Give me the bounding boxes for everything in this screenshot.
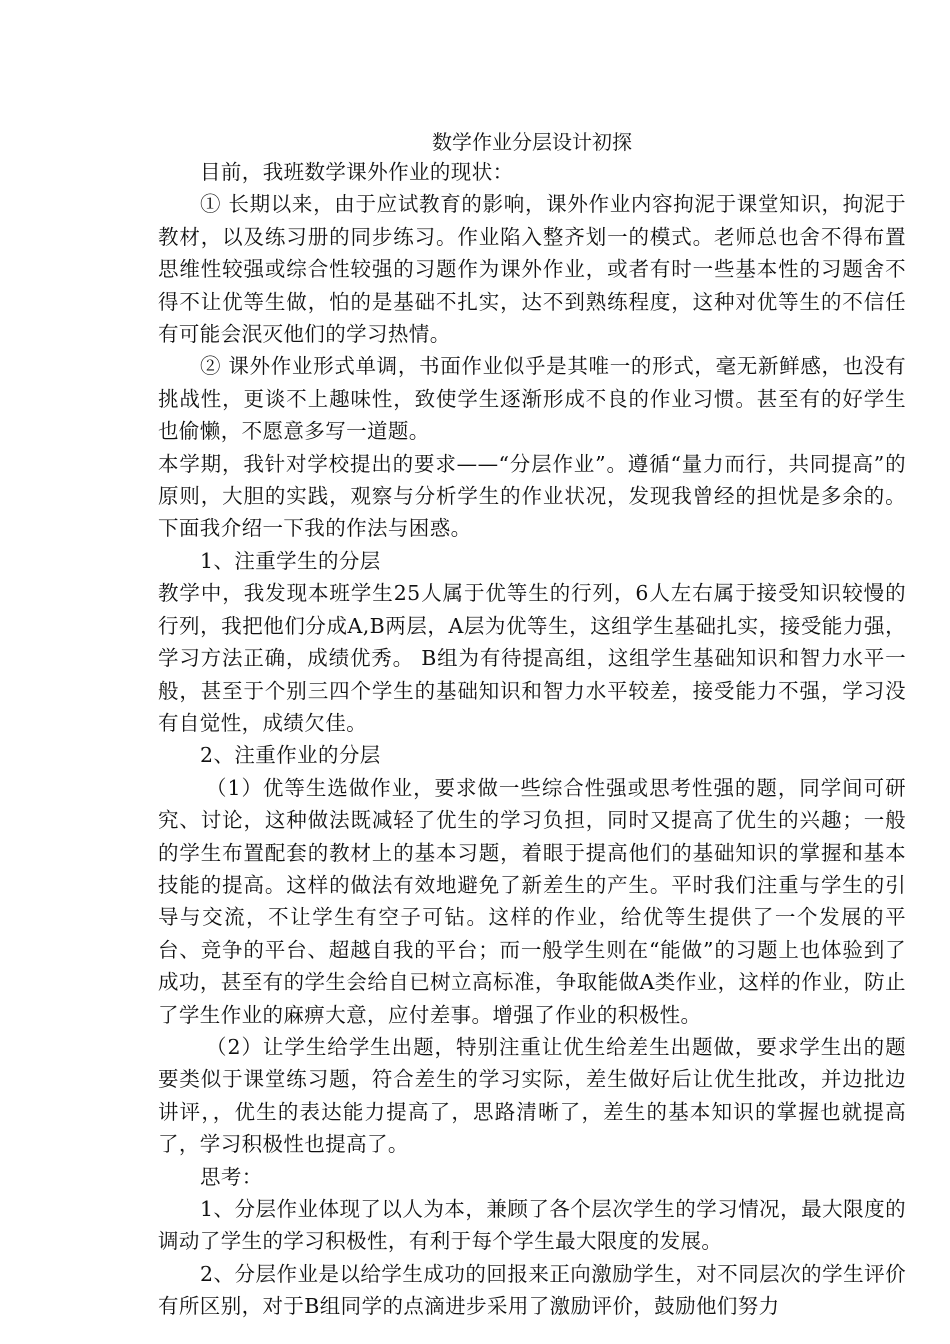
section-heading-3: 思考： bbox=[200, 1164, 263, 1189]
paragraph-5: 教学中，我发现本班学生25人属于优等生的行列，6人左右属于接受知识较慢的行列，我把他们分成A,B两层，A层为优等生，这组学生基础扎实，接受能力强，学习方法正确，成绩优秀。 B组为有待提高组，这组学生基础知识和智力水平一般，甚至于个别三四个学生的基础知识和智力水平较差，接受能力不强，学习没有自觉性，成绩欠佳。 bbox=[158, 581, 906, 735]
paragraph-6: （1）优等生选做作业，要求做一些综合性强或思考性强的题，同学间可研究、讨论，这种做法既减轻了优生的学习负担，同时又提高了优生的兴趣；一般的学生布置配套的教材上的基本习题，着眼于提高他们的基础知识的掌握和基本技能的提高。这样的做法有效地避免了新差生的产生。平时我们注重与学生的引导与交流，不让学生有空子可钻。这样的作业，给优等生提供了一个发展的平台、竞争的平台、超越自我的平台；而一般学生则在“能做”的习题上也体验到了成功，甚至有的学生会给自已树立高标准，争取能做A类作业，这样的作业，防止了学生作业的麻痹大意，应付差事。增强了作业的积极性。 bbox=[158, 775, 906, 1027]
paragraph-1: 目前，我班数学课外作业的现状： bbox=[200, 160, 514, 184]
paragraph-3: ② 课外作业形式单调，书面作业似乎是其唯一的形式，毫无新鲜感，也没有挑战性，更谈不上趣味性，致使学生逐渐形成不良的作业习惯。甚至有的好学生也偷懒，不愿意多写一道题。 bbox=[158, 354, 906, 444]
document-title: 数学作业分层设计初探 bbox=[432, 130, 632, 154]
paragraph-4: 本学期，我针对学校提出的要求——“分层作业”。遵循“量力而行，共同提高”的原则，大胆的实践，观察与分析学生的作业状况，发现我曾经的担忧是多余的。下面我介绍一下我的作法与困惑。 bbox=[158, 451, 907, 541]
section-heading-1: 1、注重学生的分层 bbox=[200, 548, 381, 573]
paragraph-8: 1、分层作业体现了以人为本，兼顾了各个层次学生的学习情况，最大限度的调动了学生的学习积极性，有利于每个学生最大限度的发展。 bbox=[158, 1197, 906, 1254]
paragraph-7: （2）让学生给学生出题，特别注重让优生给差生出题做，要求学生出的题要类似于课堂练习题，符合差生的学习实际，差生做好后让优生批改，并边批边讲评，，优生的表达能力提高了，思路清晰了，差生的基本知识的掌握也就提高了，学习积极性也提高了。 bbox=[158, 1034, 906, 1157]
document-body bbox=[158, 156, 906, 1323]
paragraph-2: ① 长期以来，由于应试教育的影响，课外作业内容拘泥于课堂知识，拘泥于教材，以及练习册的同步练习。作业陷入整齐划一的模式。老师总也舍不得布置思维性较强或综合性较强的习题作为课外作业，或者有时一些基本性的习题舍不得不让优等生做，怕的是基础不扎实，达不到熟练程度，这种对优等生的不信任有可能会泯灭他们的学习热情。 bbox=[158, 192, 906, 347]
paragraph-9: 2、分层作业是以给学生成功的回报来正向激励学生，对不同层次的学生评价有所区别，对于B组同学的点滴进步采用了激励评价，鼓励他们努力 bbox=[158, 1261, 906, 1319]
document-page bbox=[158, 128, 906, 1323]
section-heading-2: 2、注重作业的分层 bbox=[200, 743, 381, 768]
